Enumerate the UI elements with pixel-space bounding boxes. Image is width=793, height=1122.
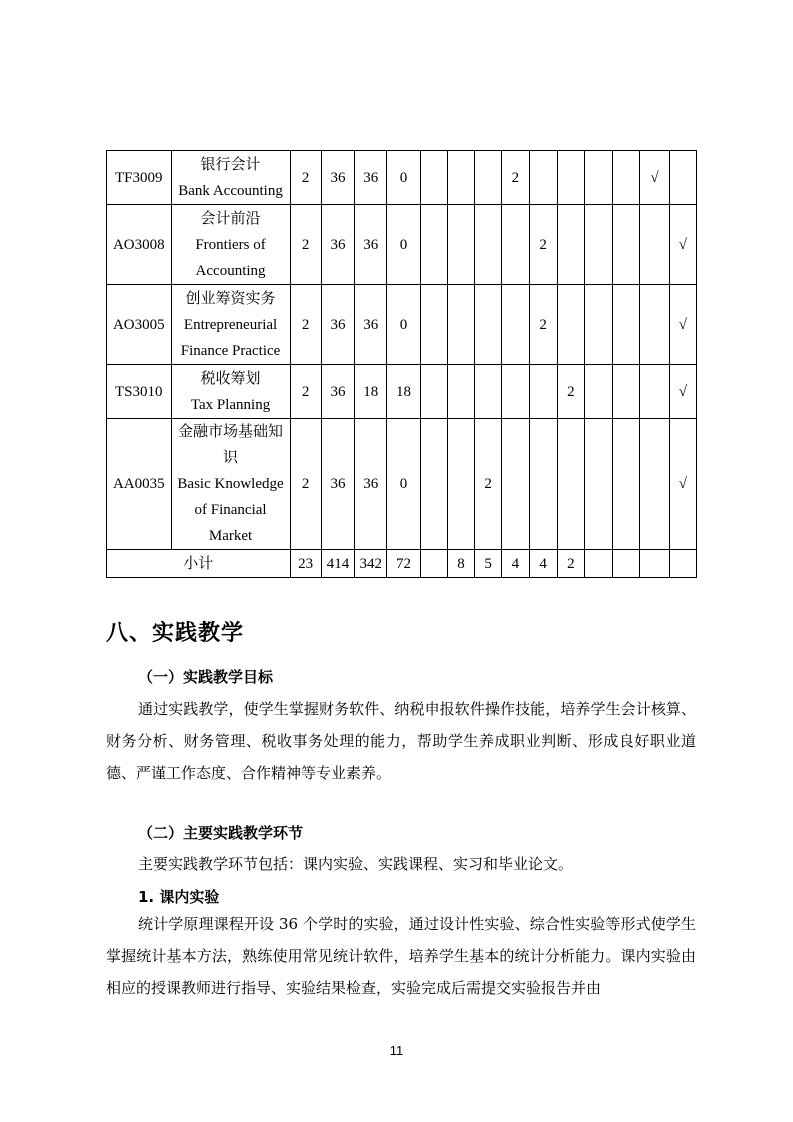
course-name-cn: 创业筹资实务 xyxy=(185,290,276,307)
table-cell: 4 xyxy=(502,550,529,578)
table-cell xyxy=(529,365,557,419)
course-table xyxy=(106,150,697,578)
table-cell: 2 xyxy=(290,365,321,419)
links-intro: 主要实践教学环节包括：课内实验、实践课程、实习和毕业论文。 xyxy=(138,855,574,873)
course-name xyxy=(171,285,290,365)
course-name-en: of Financial xyxy=(194,502,267,518)
table-cell: 8 xyxy=(447,550,474,578)
table-cell: 18 xyxy=(355,365,387,419)
table-cell xyxy=(475,285,502,365)
table-cell: 36 xyxy=(355,205,387,285)
table-row xyxy=(107,151,697,205)
table-cell xyxy=(420,205,447,285)
course-name xyxy=(171,365,290,419)
table-cell xyxy=(475,365,502,419)
course-name-cn: 识 xyxy=(223,450,239,466)
table-cell: 2 xyxy=(502,151,529,205)
table-cell: 2 xyxy=(557,550,584,578)
table-cell xyxy=(420,365,447,419)
course-name xyxy=(171,151,290,205)
table-row xyxy=(107,365,697,419)
table-cell: 2 xyxy=(290,285,321,365)
table-cell: 2 xyxy=(557,365,584,419)
table-cell xyxy=(613,550,640,578)
table-cell xyxy=(475,205,502,285)
table-cell xyxy=(420,285,447,365)
table-cell xyxy=(640,550,669,578)
course-code: TF3009 xyxy=(107,151,172,205)
table-cell xyxy=(640,205,669,285)
course-code: TS3010 xyxy=(107,365,172,419)
table-cell xyxy=(557,205,584,285)
table-cell xyxy=(502,285,529,365)
table-cell: √ xyxy=(669,285,696,365)
table-cell: 2 xyxy=(529,285,557,365)
course-name-en: Market xyxy=(208,528,253,544)
table-cell: 36 xyxy=(321,205,354,285)
table-cell: 36 xyxy=(355,419,387,550)
table-cell xyxy=(502,365,529,419)
course-name xyxy=(171,205,290,285)
table-cell xyxy=(640,285,669,365)
course-name-cn: 会计前沿 xyxy=(200,210,261,227)
table-row xyxy=(107,285,697,365)
table-cell xyxy=(475,151,502,205)
table-cell xyxy=(529,151,557,205)
table-cell: √ xyxy=(669,419,696,550)
table-cell xyxy=(584,285,612,365)
table-row xyxy=(107,205,697,285)
table-cell xyxy=(584,419,612,550)
table-cell xyxy=(613,151,640,205)
goals-paragraph: 通过实践教学，使学生掌握财务软件、纳税申报软件操作技能，培养学生会计核算、财务分析、财务管理、税收事务处理的能力，帮助学生养成职业判断、形成良好职业道德、严谨工作态度、合作精神等专业素养。 xyxy=(106,700,696,782)
course-name-cn: 银行会计 xyxy=(200,156,261,173)
table-cell: 0 xyxy=(387,285,420,365)
table-cell: 2 xyxy=(475,419,502,550)
table-cell xyxy=(557,151,584,205)
table-cell xyxy=(420,419,447,550)
table-cell xyxy=(447,151,474,205)
table-cell xyxy=(420,550,447,578)
table-cell: 0 xyxy=(387,419,420,550)
table-cell: √ xyxy=(669,365,696,419)
table-cell xyxy=(584,151,612,205)
subtotal-row xyxy=(107,550,697,578)
table-cell xyxy=(420,151,447,205)
table-cell: 5 xyxy=(475,550,502,578)
course-name-en: Accounting xyxy=(195,262,266,279)
table-cell: 36 xyxy=(321,285,354,365)
course-name-cn: 金融市场基础知 xyxy=(178,424,284,440)
table-cell: 4 xyxy=(529,550,557,578)
table-cell: 36 xyxy=(321,365,354,419)
table-cell: √ xyxy=(640,151,669,205)
course-name-en: Finance Practice xyxy=(180,342,281,359)
table-cell: 2 xyxy=(290,151,321,205)
table-cell xyxy=(584,550,612,578)
table-cell xyxy=(557,419,584,550)
table-cell: 2 xyxy=(290,205,321,285)
table-cell xyxy=(557,285,584,365)
course-name-en: Frontiers of xyxy=(195,236,266,253)
subtotal-label: 小计 xyxy=(107,550,291,578)
section-title: 八、实践教学 xyxy=(106,621,245,646)
table-cell xyxy=(613,205,640,285)
table-cell: 2 xyxy=(529,205,557,285)
table-cell xyxy=(584,365,612,419)
table-row xyxy=(107,419,697,550)
course-code: AO3008 xyxy=(107,205,172,285)
course-name xyxy=(171,419,290,550)
course-name-cn: 税收筹划 xyxy=(200,370,261,387)
table-cell xyxy=(502,419,529,550)
table-cell: 36 xyxy=(355,285,387,365)
table-cell xyxy=(447,419,474,550)
table-cell xyxy=(640,419,669,550)
table-cell: 36 xyxy=(321,419,354,550)
course-code: AA0035 xyxy=(107,419,172,550)
table-cell: √ xyxy=(669,205,696,285)
table-cell: 18 xyxy=(387,365,420,419)
table-cell xyxy=(447,365,474,419)
table-cell xyxy=(669,550,696,578)
subsection-heading-goals: （一）实践教学目标 xyxy=(138,668,274,686)
course-name-en: Basic Knowledge xyxy=(177,476,284,492)
table-cell xyxy=(613,419,640,550)
table-cell: 36 xyxy=(355,151,387,205)
course-code: AO3005 xyxy=(107,285,172,365)
table-cell xyxy=(529,419,557,550)
course-name-en: Tax Planning xyxy=(190,396,271,413)
table-cell: 23 xyxy=(290,550,321,578)
lab-paragraph: 统计学原理课程开设 36 个学时的实验，通过设计性实验、综合性实验等形式使学生掌握统计基本方法，熟练使用常见统计软件，培养学生基本的统计分析能力。课内实验由相应的授课教师进行指导、实验结果检查，实验完成后需提交实验报告并由 xyxy=(106,915,696,997)
table-cell xyxy=(613,365,640,419)
course-name-en: Bank Accounting xyxy=(178,182,283,199)
table-cell: 2 xyxy=(290,419,321,550)
table-cell: 72 xyxy=(387,550,420,578)
subsection-heading-links: （二）主要实践教学环节 xyxy=(138,824,304,842)
table-cell: 0 xyxy=(387,151,420,205)
table-cell xyxy=(584,205,612,285)
table-cell: 414 xyxy=(321,550,354,578)
table-cell xyxy=(447,285,474,365)
item-heading-lab: 1. 课内实验 xyxy=(138,888,220,906)
course-name-en: Entrepreneurial xyxy=(183,316,278,333)
table-cell xyxy=(613,285,640,365)
table-cell: 0 xyxy=(387,205,420,285)
table-cell xyxy=(640,365,669,419)
table-cell xyxy=(669,151,696,205)
table-cell xyxy=(447,205,474,285)
page-number: 11 xyxy=(389,1043,404,1058)
table-cell: 342 xyxy=(355,550,387,578)
table-cell: 36 xyxy=(321,151,354,205)
table-cell xyxy=(502,205,529,285)
